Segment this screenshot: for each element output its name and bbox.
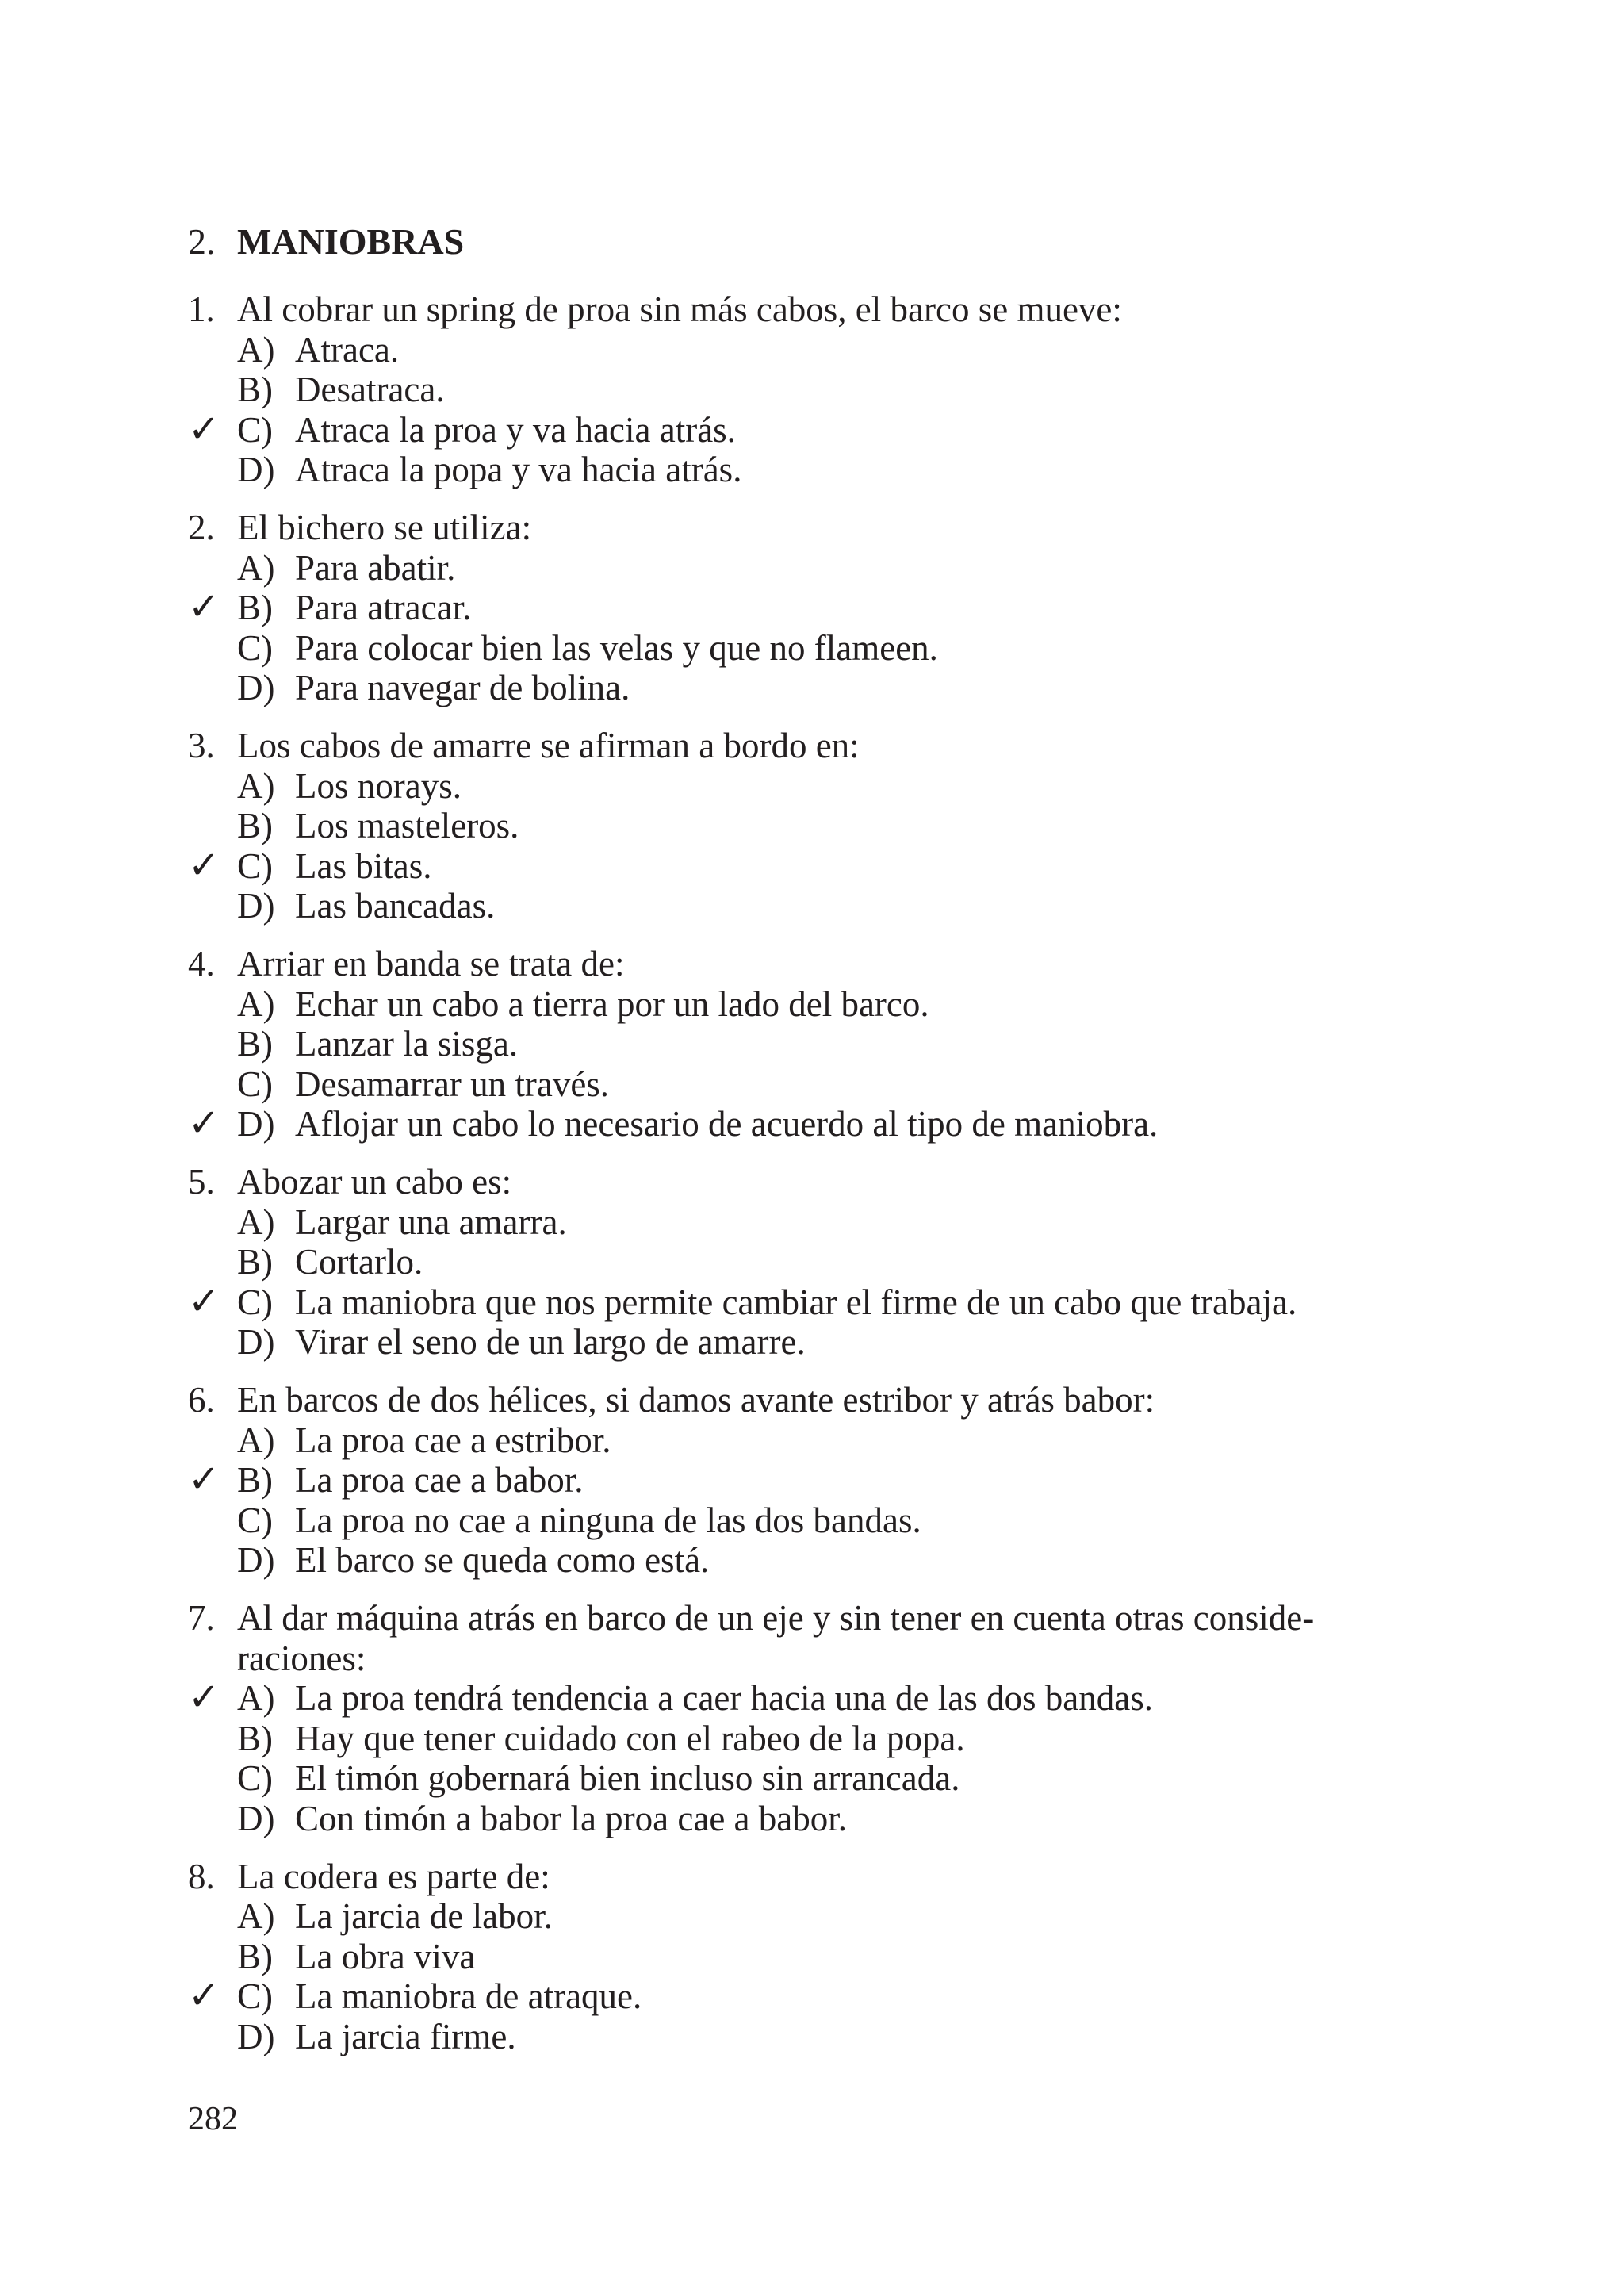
option-list [188, 330, 1457, 490]
question-number: 2. [188, 508, 215, 547]
option-text: La maniobra que nos permite cambiar el firme de un cabo que trabaja. [295, 1282, 1297, 1322]
option-text: Con timón a babor la proa cae a babor. [295, 1798, 848, 1838]
question-text [237, 1857, 1457, 1897]
option-text: Desamarrar un través. [295, 1064, 610, 1104]
option-text: Lanzar la sisga. [295, 1024, 519, 1064]
question-line: En barcos de dos hélices, si damos avante estribor y atrás babor: [237, 1380, 1155, 1420]
option-d [188, 1322, 1457, 1363]
question-text [237, 1162, 1457, 1202]
option-text: La jarcia firme. [295, 2016, 516, 2056]
option-letter: C) [237, 845, 273, 886]
question-text [237, 726, 1457, 766]
question-number: 5. [188, 1162, 215, 1202]
option-b [188, 370, 1457, 410]
question [188, 1380, 1457, 1581]
option-text: Atraca la proa y va hacia atrás. [295, 409, 736, 450]
option-letter: D) [237, 2016, 275, 2056]
question-line: El bichero se utiliza: [237, 508, 532, 547]
question-stem [188, 726, 1457, 766]
option-text: Los norays. [295, 765, 462, 806]
question-stem [188, 1162, 1457, 1202]
option-letter: A) [237, 547, 275, 588]
question [188, 1598, 1457, 1838]
option-d [188, 1799, 1457, 1839]
question-number: 7. [188, 1598, 215, 1638]
check-icon: ✓ [188, 1677, 220, 1719]
option-letter: A) [237, 983, 275, 1024]
option-d [188, 1104, 1457, 1144]
page-number: 282 [188, 2101, 238, 2137]
check-icon: ✓ [188, 408, 220, 450]
section-title: MANIOBRAS [237, 221, 465, 262]
option-c [188, 1064, 1457, 1105]
question-stem [188, 289, 1457, 330]
option-text: Virar el seno de un largo de amarre. [295, 1322, 806, 1362]
question [188, 726, 1457, 926]
option-c [188, 846, 1457, 887]
option-letter: B) [237, 806, 273, 845]
option-text: Para navegar de bolina. [295, 668, 630, 707]
option-text: Para abatir. [295, 547, 456, 588]
option-letter: A) [237, 1420, 275, 1460]
question-number: 4. [188, 944, 215, 983]
option-b [188, 1024, 1457, 1064]
option-text: La obra viva [295, 1936, 476, 1976]
option-a [188, 1896, 1457, 1937]
option-text: Atraca. [295, 329, 400, 370]
option-letter: B) [237, 1024, 273, 1064]
option-list [188, 1896, 1457, 2056]
question-number: 8. [188, 1856, 215, 1896]
option-letter: A) [237, 1678, 275, 1718]
check-icon: ✓ [188, 586, 220, 628]
section-heading [188, 214, 464, 270]
option-c [188, 1282, 1457, 1323]
question-number: 6. [188, 1380, 215, 1420]
question [188, 289, 1457, 490]
option-text: La proa cae a babor. [295, 1460, 584, 1500]
question-text [237, 508, 1457, 548]
question-line: Abozar un cabo es: [237, 1162, 512, 1202]
option-d [188, 2017, 1457, 2057]
question-text [237, 289, 1457, 330]
option-b [188, 1460, 1457, 1501]
option-text: Los masteleros. [295, 806, 519, 845]
option-text: Desatraca. [295, 370, 445, 409]
question-line: La codera es parte de: [237, 1856, 550, 1896]
option-text: Las bancadas. [295, 886, 496, 926]
option-b [188, 588, 1457, 628]
option-text: Para atracar. [295, 588, 472, 627]
check-icon: ✓ [188, 844, 220, 887]
option-letter: B) [237, 370, 273, 409]
option-text: Atraca la popa y va hacia atrás. [295, 450, 742, 489]
option-b [188, 1937, 1457, 1977]
option-text: El timón gobernará bien incluso sin arrancada. [295, 1758, 960, 1798]
section-number: 2. [188, 221, 216, 262]
option-letter: D) [237, 1104, 275, 1144]
option-letter: C) [237, 1758, 273, 1798]
option-text: Echar un cabo a tierra por un lado del barco. [295, 983, 929, 1024]
option-a [188, 1420, 1457, 1461]
question-line: Arriar en banda se trata de: [237, 944, 625, 983]
option-letter: D) [237, 886, 275, 926]
option-text: La proa cae a estribor. [295, 1420, 611, 1460]
option-letter: B) [237, 1242, 273, 1282]
option-a [188, 1202, 1457, 1243]
option-letter: D) [237, 450, 275, 489]
option-letter: A) [237, 765, 275, 806]
option-letter: C) [237, 1500, 273, 1540]
option-c [188, 1758, 1457, 1799]
option-c [188, 1501, 1457, 1541]
option-list [188, 548, 1457, 708]
option-text: Largar una amarra. [295, 1202, 567, 1242]
option-a [188, 766, 1457, 807]
check-icon: ✓ [188, 1280, 220, 1323]
option-letter: B) [237, 1718, 273, 1758]
option-letter: A) [237, 1202, 275, 1242]
question-line: raciones: [237, 1638, 366, 1678]
option-text: La proa no cae a ninguna de las dos bandas. [295, 1500, 921, 1540]
option-letter: A) [237, 329, 275, 370]
option-letter: B) [237, 588, 273, 627]
question-line: Los cabos de amarre se afirman a bordo en: [237, 726, 860, 765]
question [188, 508, 1457, 708]
question-stem [188, 944, 1457, 984]
option-d [188, 1540, 1457, 1581]
option-letter: C) [237, 1064, 273, 1104]
check-icon: ✓ [188, 1975, 220, 2017]
option-text: Hay que tener cuidado con el rabeo de la popa. [295, 1718, 965, 1758]
option-text: La maniobra de atraque. [295, 1976, 642, 2016]
question [188, 1162, 1457, 1363]
option-b [188, 806, 1457, 846]
option-list [188, 1202, 1457, 1363]
option-a [188, 330, 1457, 370]
option-list [188, 984, 1457, 1144]
question-line: Al cobrar un spring de proa sin más cabos, el barco se mueve: [237, 289, 1122, 329]
question-text [237, 944, 1457, 984]
option-letter: D) [237, 668, 275, 707]
check-icon: ✓ [188, 1458, 220, 1501]
option-c [188, 1976, 1457, 2017]
option-letter: C) [237, 409, 273, 450]
option-letter: B) [237, 1936, 273, 1976]
option-text: Cortarlo. [295, 1242, 423, 1282]
option-a [188, 548, 1457, 588]
question-line: Al dar máquina atrás en barco de un eje y sin tener en cuenta otras conside- [237, 1598, 1315, 1638]
option-text: Las bitas. [295, 845, 432, 886]
option-c [188, 628, 1457, 669]
option-text: La proa tendrá tendencia a caer hacia una de las dos bandas. [295, 1678, 1153, 1718]
option-letter: A) [237, 1896, 275, 1936]
option-text: Aflojar un cabo lo necesario de acuerdo al tipo de maniobra. [295, 1104, 1159, 1144]
option-list [188, 1420, 1457, 1581]
question-stem [188, 1380, 1457, 1420]
question-list [188, 289, 1457, 2075]
question [188, 944, 1457, 1144]
option-c [188, 410, 1457, 450]
question-number: 3. [188, 726, 215, 765]
option-list [188, 1678, 1457, 1838]
option-letter: C) [237, 1282, 273, 1322]
option-letter: B) [237, 1460, 273, 1500]
question-stem [188, 1857, 1457, 1897]
question-text [237, 1598, 1457, 1678]
option-letter: D) [237, 1798, 275, 1838]
option-d [188, 450, 1457, 490]
option-a [188, 1678, 1457, 1719]
option-d [188, 886, 1457, 926]
option-text: La jarcia de labor. [295, 1896, 553, 1936]
option-text: El barco se queda como está. [295, 1540, 710, 1580]
question-stem [188, 1598, 1457, 1678]
option-letter: D) [237, 1540, 275, 1580]
option-letter: C) [237, 627, 273, 668]
option-b [188, 1719, 1457, 1759]
option-b [188, 1242, 1457, 1282]
question-number: 1. [188, 289, 215, 329]
check-icon: ✓ [188, 1102, 220, 1144]
option-letter: C) [237, 1976, 273, 2016]
option-d [188, 668, 1457, 708]
question-text [237, 1380, 1457, 1420]
option-list [188, 766, 1457, 926]
question [188, 1857, 1457, 2057]
option-text: Para colocar bien las velas y que no flameen. [295, 627, 938, 668]
question-stem [188, 508, 1457, 548]
option-letter: D) [237, 1322, 275, 1362]
option-a [188, 984, 1457, 1025]
